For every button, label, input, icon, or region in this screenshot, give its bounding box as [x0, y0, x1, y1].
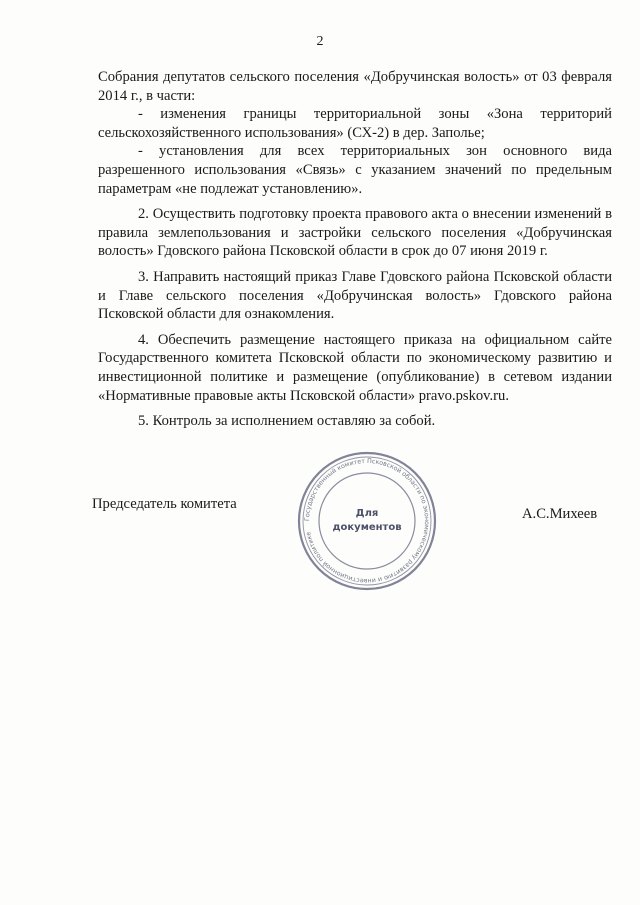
paragraph-clause-5: 5. Контроль за исполнением оставляю за собой. [138, 413, 436, 430]
signatory-name: А.С.Михеев [522, 506, 598, 522]
paragraph-item-zone-boundary: - изменения границы территориальной зоны «Зона территорий сельскохозяйственного использования» (СХ-2) в дер. Заполье; [98, 106, 612, 141]
document-body [98, 68, 612, 431]
paragraph-clause-3: 3. Направить настоящий приказ Главе Гдовского района Псковской области и Главе сельского поселения «Добручинская волость» Гдовского района Псковской области для ознакомления. [98, 268, 612, 323]
signatory-title: Председатель комитета [92, 496, 237, 512]
paragraph-item-svyaz-usage: - установления для всех территориальных зон основного вида разрешенного использования «Связь» с указанием значений по предельным параметрам «не подлежат установлению». [98, 143, 612, 197]
paragraph-clause-4: 4. Обеспечить размещение настоящего приказа на официальном сайте Государственного комитета Псковской области по экономическому развитию и инвестиционной политике и размещение (опубликование) в сетевом издании «Нормативные правовые акты Псковской области» pravo.pskov.ru. [98, 331, 612, 404]
page-number: 2 [316, 34, 324, 49]
paragraph-clause-2: 2. Осуществить подготовку проекта правового акта о внесении изменений в правила землепользования и застройки сельского поселения «Добручинская волость» Гдовского района Псковской области в срок до 07 июня 2019 г. [98, 206, 612, 260]
stamp-center-line2: документов [332, 522, 402, 533]
stamp-center-line1: Для [355, 508, 379, 519]
official-seal-stamp [296, 450, 438, 592]
stamp-ring-text: Государственный комитет Псковской области по экономическому развитию и инвестиционной политике [303, 457, 431, 585]
paragraph-continuation: Собрания депутатов сельского поселения «Добручинская волость» от 03 февраля 2014 г., в части: [98, 69, 612, 104]
